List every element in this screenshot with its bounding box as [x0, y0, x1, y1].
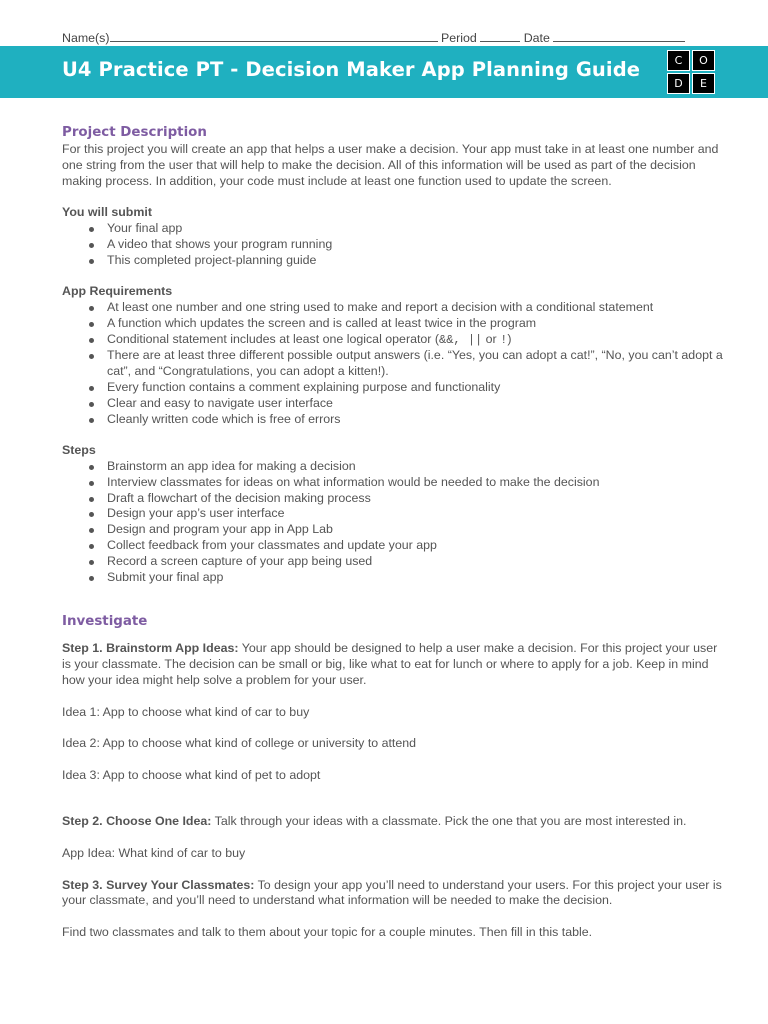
op-and: &&: [439, 332, 454, 347]
list-item: Collect feedback from your classmates and update your app: [107, 538, 724, 554]
step2-paragraph: [62, 814, 724, 830]
project-description-text: For this project you will create an app that helps a user make a decision. Your app must take in at least one number and one string from the user that will help to make the decision. All of this information will be used as part of the decision making process. In addition, your code must include at least one function used to update the screen.: [62, 142, 719, 188]
logical-suffix: ): [507, 331, 512, 346]
period-label: Period: [440, 31, 477, 45]
step2-label: Step 2. Choose One Idea:: [62, 814, 212, 829]
steps-heading: Steps: [62, 443, 96, 458]
logical-prefix: Conditional statement includes at least one logical operator (: [107, 331, 439, 346]
logo-letter-e: E: [692, 73, 715, 94]
investigate-heading: Investigate: [62, 614, 148, 630]
logo-letter-c: C: [667, 50, 690, 71]
op-sep-or: or: [482, 331, 501, 346]
list-item: Draft a flowchart of the decision making process: [107, 491, 724, 507]
step3-label: Step 3. Survey Your Classmates:: [62, 877, 255, 892]
logo-letter-o: O: [692, 50, 715, 71]
list-item-logical-operators: [107, 332, 724, 349]
step1-text: Your app should be designed to help a user make a decision. For this project your user is your classmate. The decision can be small or big, like what to eat for lunch or where to apply for a job. Keep in mind how your idea might help solve a problem for your user.: [62, 641, 718, 687]
list-item: Clear and easy to navigate user interface: [107, 396, 724, 412]
list-item: Your final app: [107, 221, 724, 237]
step3-paragraph: [62, 878, 724, 910]
find-classmates-text: Find two classmates and talk to them about your topic for a couple minutes. Then fill in this table.: [62, 925, 593, 940]
date-blank[interactable]: [553, 30, 685, 42]
idea-2[interactable]: Idea 2: App to choose what kind of college or university to attend: [62, 736, 417, 751]
list-item: A function which updates the screen and is called at least twice in the program: [107, 316, 724, 332]
list-item: This completed project-planning guide: [107, 253, 724, 269]
list-item: Cleanly written code which is free of errors: [107, 412, 724, 428]
date-label: Date: [523, 31, 550, 45]
idea-3[interactable]: Idea 3: App to choose what kind of pet to adopt: [62, 767, 321, 782]
name-period-date-line: [62, 30, 722, 45]
title-banner: [0, 46, 768, 98]
list-item: Design your app’s user interface: [107, 506, 724, 522]
submit-heading: You will submit: [62, 205, 152, 220]
list-item: Interview classmates for ideas on what information would be needed to make the decision: [107, 475, 724, 491]
idea-1[interactable]: Idea 1: App to choose what kind of car to buy: [62, 704, 310, 719]
step2-text: Talk through your ideas with a classmate. Pick the one that you are most interested in.: [211, 814, 687, 829]
op-not: !: [500, 332, 508, 347]
list-item: At least one number and one string used to make and report a decision with a conditional statement: [107, 300, 724, 316]
list-item: Brainstorm an app idea for making a decision: [107, 459, 724, 475]
app-idea[interactable]: App Idea: What kind of car to buy: [62, 846, 246, 861]
step1-paragraph: [62, 641, 724, 688]
list-item: Every function contains a comment explaining purpose and functionality: [107, 380, 724, 396]
submit-list: [62, 221, 724, 268]
list-item: Record a screen capture of your app being used: [107, 554, 724, 570]
op-or: ||: [467, 332, 483, 347]
list-item: A video that shows your program running: [107, 237, 724, 253]
logo-letter-d: D: [667, 73, 690, 94]
op-sep: ,: [453, 332, 468, 347]
steps-list: [62, 459, 724, 585]
code-logo: [667, 50, 715, 94]
requirements-list: [62, 300, 724, 427]
project-description-heading: Project Description: [62, 125, 207, 140]
page-title: U4 Practice PT - Decision Maker App Planning Guide: [62, 58, 641, 81]
requirements-heading: App Requirements: [62, 284, 173, 299]
name-blank[interactable]: [110, 30, 438, 42]
list-item: There are at least three different possible output answers (i.e. “Yes, you can adopt a cat!”, “No, you can’t adopt a cat”, and “Congratulations, you can adopt a kitten!).: [107, 348, 723, 379]
list-item: Submit your final app: [107, 570, 724, 586]
document-body: [62, 124, 724, 941]
step1-label: Step 1. Brainstorm App Ideas:: [62, 641, 239, 656]
period-blank[interactable]: [480, 30, 520, 42]
list-item: Design and program your app in App Lab: [107, 522, 724, 538]
step3-text: To design your app you’ll need to understand your users. For this project your user is your classmate, and you’ll need to understand what information will be needed to make the decision.: [62, 877, 722, 908]
name-label: Name(s): [62, 31, 110, 45]
